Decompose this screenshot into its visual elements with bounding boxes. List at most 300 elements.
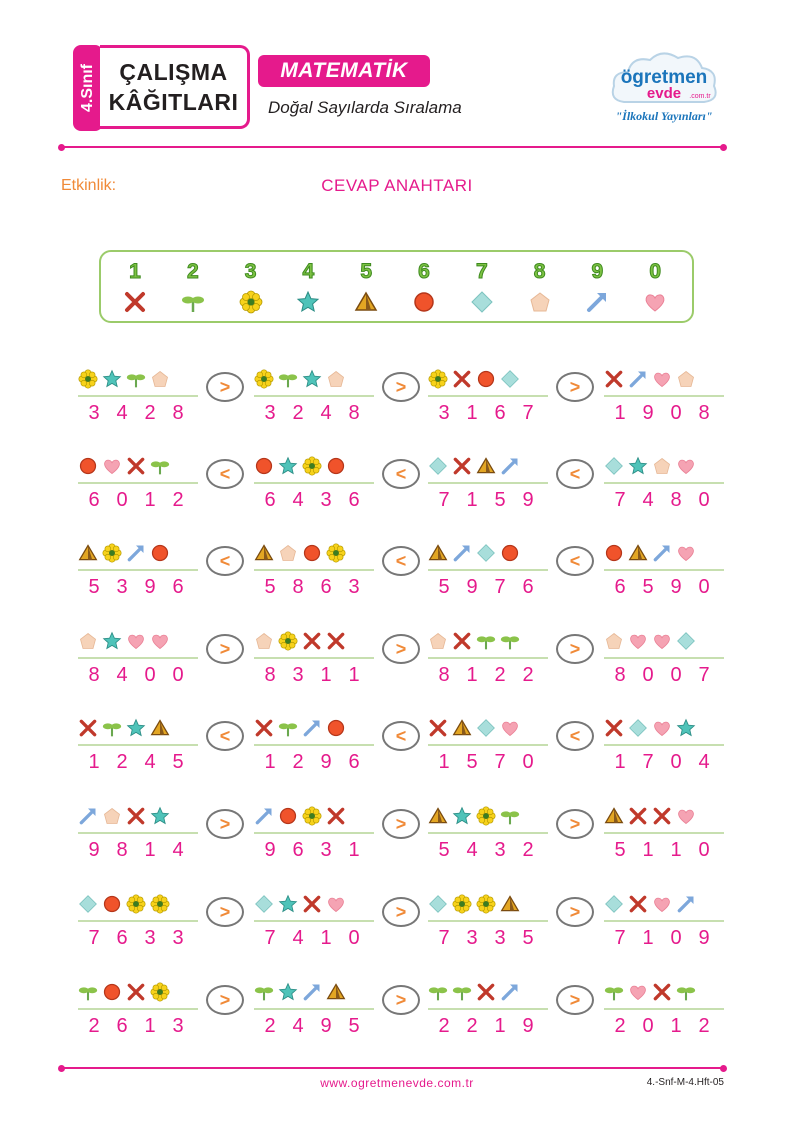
grade-badge: [73, 45, 103, 131]
flower-icon: [452, 894, 472, 914]
exercise-item: [78, 718, 248, 798]
symbol-row: [78, 718, 170, 738]
circle-icon: [604, 543, 624, 563]
pentagon-icon: [102, 806, 122, 826]
digit: 4: [292, 489, 304, 511]
digit: 3: [172, 1015, 184, 1037]
digit: 1: [144, 489, 156, 511]
cross-icon: [126, 982, 146, 1002]
comparison-bubble[interactable]: >: [556, 897, 594, 927]
exercise-item: [254, 369, 424, 449]
comparison-bubble[interactable]: <: [556, 721, 594, 751]
digit: 2: [292, 402, 304, 424]
digit: 8: [116, 839, 128, 861]
exercise-item: [428, 543, 598, 623]
digit: 0: [642, 1015, 654, 1037]
star-icon: [302, 369, 322, 389]
circle-icon: [412, 290, 436, 314]
divider-dot: [58, 1065, 65, 1072]
arrow-icon: [585, 290, 609, 314]
sprout-icon: [278, 718, 298, 738]
heart-icon: [628, 631, 648, 651]
digit: 2: [698, 1015, 710, 1037]
cross-icon: [628, 806, 648, 826]
legend-item: [462, 258, 502, 314]
diamond-icon: [254, 894, 274, 914]
digit: 0: [670, 664, 682, 686]
symbol-row: [254, 369, 346, 389]
digit: 1: [642, 927, 654, 949]
comparison-bubble[interactable]: >: [206, 897, 244, 927]
digit: 3: [494, 839, 506, 861]
heart-icon: [126, 631, 146, 651]
cross-icon: [452, 456, 472, 476]
star-icon: [102, 369, 122, 389]
answer-key-title: CEVAP ANAHTARI: [321, 176, 473, 195]
flower-icon: [476, 894, 496, 914]
heart-icon: [150, 631, 170, 651]
number-display: [606, 489, 718, 512]
answer-line: [428, 482, 548, 484]
digit: 1: [264, 751, 276, 773]
diamond-icon: [78, 894, 98, 914]
number-display: [430, 927, 542, 950]
star-icon: [278, 456, 298, 476]
triangle-icon: [150, 718, 170, 738]
legend-item: [173, 258, 213, 314]
symbol-row: [78, 456, 170, 476]
comparison-bubble[interactable]: >: [382, 809, 420, 839]
comparison-bubble[interactable]: <: [206, 546, 244, 576]
cross-icon: [628, 894, 648, 914]
logo-name: ögretmen: [620, 67, 708, 88]
exercise-item: [604, 369, 774, 449]
digit: 0: [670, 927, 682, 949]
circle-icon: [500, 543, 520, 563]
exercise-item: [428, 369, 598, 449]
number-display: [430, 402, 542, 425]
title-line2: KÂĞITLARI: [108, 89, 239, 115]
exercise-item: [604, 982, 774, 1062]
digit: 8: [292, 576, 304, 598]
star-icon: [102, 631, 122, 651]
divider-dot: [720, 1065, 727, 1072]
digit: 0: [116, 489, 128, 511]
diamond-icon: [604, 894, 624, 914]
flower-icon: [78, 369, 98, 389]
digit: 3: [466, 927, 478, 949]
digit: 7: [438, 927, 450, 949]
digit: 7: [614, 489, 626, 511]
header-divider: [62, 146, 722, 148]
legend-digit: 4: [302, 260, 315, 283]
digit: 2: [264, 1015, 276, 1037]
circle-icon: [78, 456, 98, 476]
sprout-icon: [78, 982, 98, 1002]
star-icon: [278, 982, 298, 1002]
digit: 3: [88, 402, 100, 424]
circle-icon: [302, 543, 322, 563]
star-icon: [296, 290, 320, 314]
comparison-bubble[interactable]: >: [382, 985, 420, 1015]
flower-icon: [302, 806, 322, 826]
triangle-icon: [326, 982, 346, 1002]
digit: 5: [438, 576, 450, 598]
diamond-icon: [604, 456, 624, 476]
symbol-row: [428, 894, 520, 914]
symbol-row: [78, 894, 170, 914]
circle-icon: [254, 456, 274, 476]
sprout-icon: [500, 806, 520, 826]
digit: 2: [522, 839, 534, 861]
sprout-icon: [428, 982, 448, 1002]
digit: 0: [670, 751, 682, 773]
legend-digit: 3: [244, 260, 257, 283]
number-display: [606, 576, 718, 599]
exercise-item: [78, 456, 248, 536]
comparison-bubble[interactable]: >: [556, 809, 594, 839]
number-display: [80, 664, 192, 687]
digit: 0: [698, 489, 710, 511]
exercise-item: [604, 894, 774, 974]
arrow-icon: [302, 982, 322, 1002]
digit: 4: [144, 751, 156, 773]
flower-icon: [150, 982, 170, 1002]
exercise-item: [428, 631, 598, 711]
triangle-icon: [604, 806, 624, 826]
symbol-row: [604, 806, 696, 826]
digit: 3: [144, 927, 156, 949]
flower-icon: [150, 894, 170, 914]
answer-line: [428, 657, 548, 659]
digit: 2: [466, 1015, 478, 1037]
cross-icon: [126, 806, 146, 826]
digit: 9: [642, 402, 654, 424]
pentagon-icon: [326, 369, 346, 389]
cross-icon: [652, 806, 672, 826]
answer-line: [428, 744, 548, 746]
digit: 3: [438, 402, 450, 424]
answer-line: [78, 395, 198, 397]
publisher-logo: [604, 42, 724, 134]
diamond-icon: [628, 718, 648, 738]
comparison-bubble[interactable]: >: [206, 634, 244, 664]
digit: 0: [642, 664, 654, 686]
symbol-row: [428, 806, 520, 826]
triangle-icon: [500, 894, 520, 914]
number-display: [430, 751, 542, 774]
digit: 5: [264, 576, 276, 598]
legend-item: [404, 258, 444, 314]
digit: 4: [320, 402, 332, 424]
number-display: [256, 1015, 368, 1038]
exercise-item: [428, 718, 598, 798]
sprout-icon: [604, 982, 624, 1002]
exercise-item: [254, 982, 424, 1062]
comparison-bubble[interactable]: <: [206, 721, 244, 751]
digit: 5: [88, 576, 100, 598]
digit: 8: [670, 489, 682, 511]
digit: 0: [144, 664, 156, 686]
digit: 6: [494, 402, 506, 424]
circle-icon: [102, 982, 122, 1002]
cross-icon: [326, 631, 346, 651]
digit: 7: [264, 927, 276, 949]
flower-icon: [302, 456, 322, 476]
diamond-icon: [476, 718, 496, 738]
arrow-icon: [302, 718, 322, 738]
digit: 3: [172, 927, 184, 949]
digit: 9: [144, 576, 156, 598]
cross-icon: [302, 631, 322, 651]
cross-icon: [326, 806, 346, 826]
cross-icon: [126, 456, 146, 476]
diamond-icon: [428, 894, 448, 914]
answer-line: [78, 920, 198, 922]
flower-icon: [278, 631, 298, 651]
number-display: [256, 927, 368, 950]
sprout-icon: [150, 456, 170, 476]
comparison-bubble[interactable]: >: [556, 372, 594, 402]
answer-line: [604, 657, 724, 659]
symbol-row: [254, 718, 346, 738]
arrow-icon: [652, 543, 672, 563]
digit: 7: [88, 927, 100, 949]
digit: 1: [466, 489, 478, 511]
digit: 5: [438, 839, 450, 861]
legend-item: [635, 258, 675, 314]
digit: 6: [264, 489, 276, 511]
exercise-item: [604, 806, 774, 886]
exercise-item: [254, 894, 424, 974]
heart-icon: [652, 718, 672, 738]
symbol-row: [254, 543, 346, 563]
comparison-bubble[interactable]: <: [556, 546, 594, 576]
exercise-item: [78, 894, 248, 974]
digit: 2: [438, 1015, 450, 1037]
symbol-row: [78, 806, 170, 826]
pentagon-icon: [528, 290, 552, 314]
number-display: [80, 839, 192, 862]
digit: 1: [642, 839, 654, 861]
digit: 0: [698, 839, 710, 861]
number-display: [430, 1015, 542, 1038]
digit: 6: [614, 576, 626, 598]
digit: 1: [614, 402, 626, 424]
cross-icon: [604, 369, 624, 389]
arrow-icon: [628, 369, 648, 389]
sprout-icon: [476, 631, 496, 651]
flower-icon: [126, 894, 146, 914]
circle-icon: [476, 369, 496, 389]
triangle-icon: [254, 543, 274, 563]
digit: 8: [88, 664, 100, 686]
arrow-icon: [254, 806, 274, 826]
digit: 9: [522, 489, 534, 511]
number-display: [430, 489, 542, 512]
triangle-icon: [428, 806, 448, 826]
symbol-row: [604, 982, 696, 1002]
digit: 3: [320, 489, 332, 511]
answer-line: [604, 920, 724, 922]
pentagon-icon: [652, 456, 672, 476]
website-link[interactable]: www.ogretmenevde.com.tr: [320, 1076, 474, 1090]
digit: 2: [116, 751, 128, 773]
digit: 5: [522, 927, 534, 949]
sprout-icon: [126, 369, 146, 389]
exercise-item: [428, 806, 598, 886]
comparison-bubble[interactable]: <: [556, 459, 594, 489]
heart-icon: [643, 290, 667, 314]
answer-line: [254, 832, 374, 834]
digit: 8: [614, 664, 626, 686]
pentagon-icon: [254, 631, 274, 651]
answer-line: [604, 832, 724, 834]
comparison-bubble[interactable]: <: [206, 459, 244, 489]
exercise-item: [254, 806, 424, 886]
symbol-row: [254, 894, 346, 914]
digit: 3: [116, 576, 128, 598]
digit: 7: [642, 751, 654, 773]
arrow-icon: [676, 894, 696, 914]
digit: 3: [264, 402, 276, 424]
number-display: [606, 664, 718, 687]
exercise-item: [604, 543, 774, 623]
exercise-item: [254, 543, 424, 623]
digit: 8: [438, 664, 450, 686]
comparison-bubble[interactable]: >: [382, 897, 420, 927]
pentagon-icon: [78, 631, 98, 651]
answer-line: [428, 569, 548, 571]
answer-line: [78, 744, 198, 746]
circle-icon: [326, 718, 346, 738]
comparison-bubble[interactable]: >: [382, 634, 420, 664]
cross-icon: [123, 290, 147, 314]
star-icon: [628, 456, 648, 476]
number-display: [80, 751, 192, 774]
comparison-bubble[interactable]: >: [206, 809, 244, 839]
digit: 6: [292, 839, 304, 861]
symbol-legend: [99, 250, 694, 323]
legend-digit: 0: [649, 260, 662, 283]
digit: 1: [466, 664, 478, 686]
comparison-bubble[interactable]: >: [556, 985, 594, 1015]
digit: 4: [292, 927, 304, 949]
activity-label: Etkinlik:: [61, 177, 117, 194]
comparison-bubble[interactable]: <: [382, 721, 420, 751]
number-display: [606, 839, 718, 862]
cross-icon: [254, 718, 274, 738]
comparison-bubble[interactable]: <: [382, 459, 420, 489]
symbol-row: [254, 631, 346, 651]
star-icon: [676, 718, 696, 738]
answer-line: [254, 920, 374, 922]
answer-line: [78, 657, 198, 659]
digit: 6: [522, 576, 534, 598]
number-display: [80, 402, 192, 425]
comparison-bubble[interactable]: >: [206, 985, 244, 1015]
comparison-bubble[interactable]: >: [382, 372, 420, 402]
heart-icon: [102, 456, 122, 476]
digit: 5: [494, 489, 506, 511]
number-display: [80, 1015, 192, 1038]
answer-line: [604, 395, 724, 397]
digit: 2: [522, 664, 534, 686]
symbol-row: [78, 982, 170, 1002]
answer-line: [604, 1008, 724, 1010]
star-icon: [278, 894, 298, 914]
digit: 6: [320, 576, 332, 598]
answer-line: [78, 482, 198, 484]
legend-digit: 9: [591, 260, 604, 283]
cross-icon: [452, 369, 472, 389]
digit: 4: [698, 751, 710, 773]
legend-digit: 2: [186, 260, 199, 283]
digit: 1: [348, 664, 360, 686]
digit: 5: [614, 839, 626, 861]
digit: 8: [172, 402, 184, 424]
symbol-row: [254, 982, 346, 1002]
digit: 6: [88, 489, 100, 511]
answer-line: [78, 569, 198, 571]
symbol-row: [428, 718, 520, 738]
legend-digit: 6: [418, 260, 430, 283]
flower-icon: [102, 543, 122, 563]
digit: 2: [172, 489, 184, 511]
digit: 4: [466, 839, 478, 861]
diamond-icon: [428, 456, 448, 476]
cross-icon: [78, 718, 98, 738]
digit: 2: [88, 1015, 100, 1037]
legend-item: [520, 258, 560, 314]
heart-icon: [676, 543, 696, 563]
digit: 2: [614, 1015, 626, 1037]
number-display: [256, 664, 368, 687]
number-display: [606, 751, 718, 774]
flower-icon: [326, 543, 346, 563]
answer-line: [604, 482, 724, 484]
digit: 6: [172, 576, 184, 598]
symbol-row: [604, 631, 696, 651]
comparison-bubble[interactable]: >: [206, 372, 244, 402]
number-display: [256, 839, 368, 862]
number-display: [80, 489, 192, 512]
sprout-icon: [676, 982, 696, 1002]
answer-line: [254, 569, 374, 571]
comparison-bubble[interactable]: >: [556, 634, 594, 664]
answer-line: [604, 569, 724, 571]
footer-divider: [62, 1067, 722, 1069]
answer-line: [428, 1008, 548, 1010]
cross-icon: [652, 982, 672, 1002]
number-display: [430, 576, 542, 599]
circle-icon: [278, 806, 298, 826]
digit: 3: [320, 839, 332, 861]
answer-line: [254, 744, 374, 746]
digit: 7: [698, 664, 710, 686]
digit: 1: [670, 839, 682, 861]
triangle-icon: [354, 290, 378, 314]
digit: 4: [116, 402, 128, 424]
number-display: [606, 1015, 718, 1038]
symbol-row: [428, 456, 520, 476]
circle-icon: [326, 456, 346, 476]
answer-line: [78, 1008, 198, 1010]
comparison-bubble[interactable]: <: [382, 546, 420, 576]
star-icon: [126, 718, 146, 738]
exercise-item: [78, 631, 248, 711]
legend-digit: 8: [533, 260, 546, 283]
